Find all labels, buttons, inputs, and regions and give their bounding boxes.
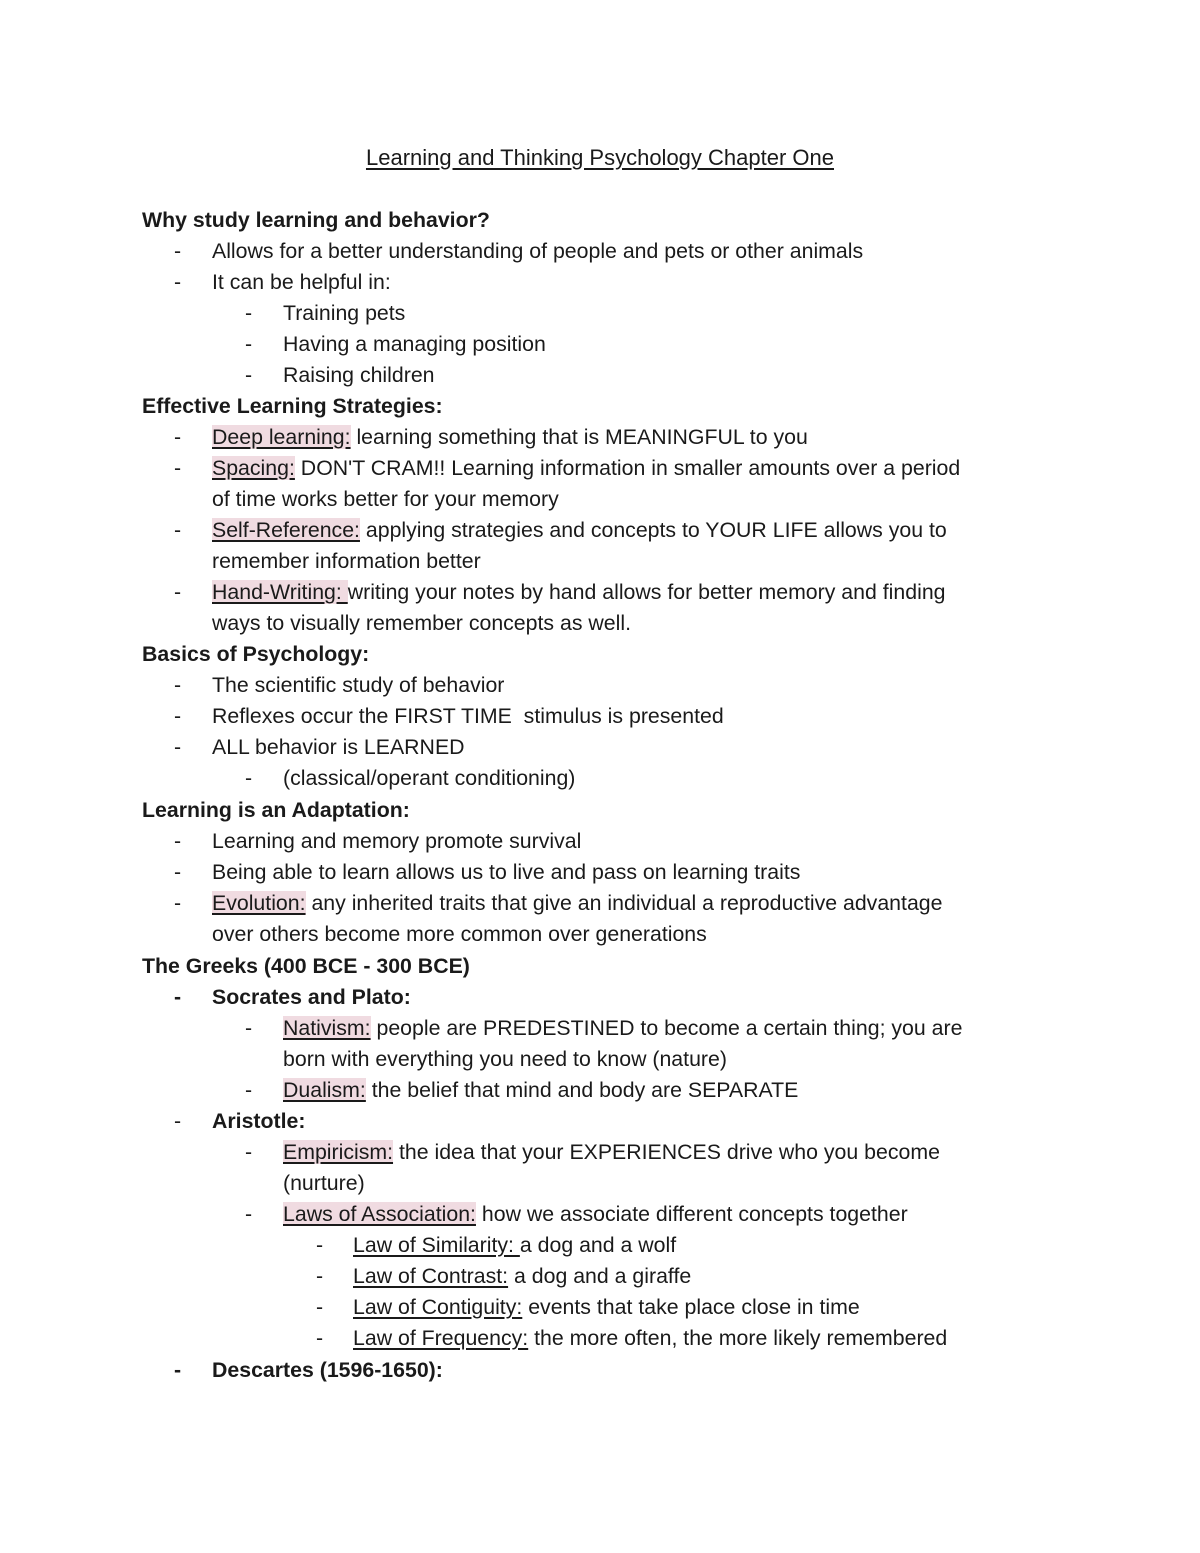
bullet-dash: -: [174, 425, 182, 449]
section-heading-strategies: Effective Learning Strategies:: [142, 394, 443, 418]
bullet-dash: -: [245, 363, 253, 387]
section-heading-adaptation: Learning is an Adaptation:: [142, 798, 410, 822]
list-item-continuation: over others become more common over generations: [212, 922, 707, 946]
term-law-of-contiguity: Law of Contiguity:: [353, 1295, 523, 1319]
bullet-dash: -: [174, 891, 182, 915]
section-heading-basics: Basics of Psychology:: [142, 642, 370, 666]
subheading-descartes: Descartes (1596-1650):: [212, 1358, 443, 1382]
list-item-continuation: ways to visually remember concepts as well.: [212, 611, 631, 635]
bullet-dash: -: [245, 1202, 253, 1226]
subheading-socrates-plato: Socrates and Plato:: [212, 985, 411, 1009]
term-law-of-frequency: Law of Frequency:: [353, 1326, 529, 1350]
bullet-dash: -: [174, 985, 182, 1009]
term-laws-of-association: Laws of Association:: [283, 1202, 476, 1226]
term-deep-learning: Deep learning:: [212, 425, 351, 449]
term-spacing: Spacing:: [212, 456, 295, 480]
list-item-continuation: of time works better for your memory: [212, 487, 559, 511]
bullet-dash: -: [316, 1233, 324, 1257]
bullet-dash: -: [174, 580, 182, 604]
bullet-dash: -: [174, 1358, 182, 1382]
term-dualism: Dualism:: [283, 1078, 366, 1102]
bullet-dash: -: [245, 332, 253, 356]
bullet-dash: -: [245, 1078, 253, 1102]
term-self-reference: Self-Reference:: [212, 518, 360, 542]
list-item-continuation: born with everything you need to know (nature): [283, 1047, 727, 1071]
term-empiricism: Empiricism:: [283, 1140, 394, 1164]
list-item-continuation: remember information better: [212, 549, 481, 573]
document-page: Learning and Thinking Psychology Chapter One Why study learning and behavior? - Allows for a better understanding of people and pets or other animals - It can be helpful in: - Training pets - Having a managing position - Raising children Effective Learning Strategies: - Deep learning: learning something that is MEANINGFUL to you - Spacing: DON'T CRAM!! Learning information in smaller amounts over a period of time works better for your memory - Self-Reference: applying strategies and concepts to YOUR LIFE allows you to remember information better - Hand-Writing: writing your notes by hand allows for better memory and finding ways to visually remember concepts as well. Basics of Psychology: - The scientific study of behavior - Reflexes occur the FIRST TIME stimulus is presented - ALL behavior is LEARNED - (classical/operant conditioning) Learning is an Adaptation: - Learning and memory promote survival - Being able to learn allows us to live and pass on learning traits - Evolution: any inherited traits that give an individual a reproductive advantage over others become more common over generations The Greeks (400 BCE - 300 BCE) - Socrates and Plato: - Nativism: people are PREDESTINED to become a certain thing; you are born with everything you need to know (nature) - Dualism: the belief that mind and body are SEPARATE - Aristotle: - Empiricism: the idea that your EXPERIENCES drive who you become (nurture) - Laws of Association: how we associate different concepts together - Law of Similarity: a dog and a wolf - Law of Contrast: a dog and a giraffe - Law of Contiguity: events that take place close in time - Law of Frequency: the more often, the more likely remembered - Descartes (1596-1650):: [0, 0, 1200, 1553]
section-heading-greeks: The Greeks (400 BCE - 300 BCE): [142, 954, 470, 978]
term-hand-writing: Hand-Writing:: [212, 580, 348, 604]
page-title: Learning and Thinking Psychology Chapter One: [365, 145, 834, 170]
bullet-dash: -: [316, 1295, 324, 1319]
bullet-dash: -: [174, 456, 182, 480]
bullet-dash: -: [174, 270, 182, 294]
bullet-dash: -: [174, 518, 182, 542]
term-nativism: Nativism:: [283, 1016, 371, 1040]
bullet-dash: -: [174, 1109, 182, 1133]
list-item-continuation: (nurture): [283, 1171, 365, 1195]
term-evolution: Evolution:: [212, 891, 306, 915]
bullet-dash: -: [174, 704, 182, 728]
bullet-dash: -: [174, 829, 182, 853]
bullet-dash: -: [245, 1140, 253, 1164]
term-law-of-contrast: Law of Contrast:: [353, 1264, 509, 1288]
bullet-dash: -: [174, 239, 182, 263]
bullet-dash: -: [174, 673, 182, 697]
bullet-dash: -: [316, 1264, 324, 1288]
bullet-dash: -: [174, 735, 182, 759]
bullet-dash: -: [245, 1016, 253, 1040]
term-law-of-similarity: Law of Similarity:: [353, 1233, 520, 1257]
section-heading-why: Why study learning and behavior?: [142, 208, 490, 232]
subheading-aristotle: Aristotle:: [212, 1109, 306, 1133]
bullet-dash: -: [316, 1326, 324, 1350]
bullet-dash: -: [245, 301, 253, 325]
bullet-dash: -: [245, 766, 253, 790]
bullet-dash: -: [174, 860, 182, 884]
